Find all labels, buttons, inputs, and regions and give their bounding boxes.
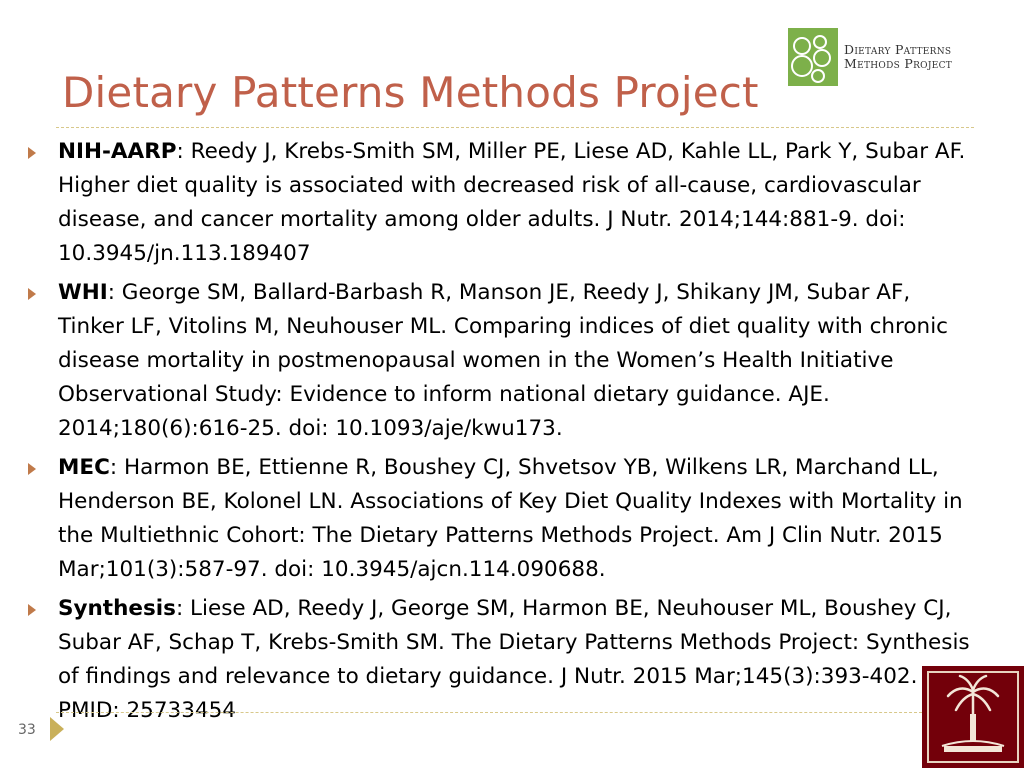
palmetto-seal-icon — [922, 666, 1024, 768]
logo-line-2: Methods Project — [844, 56, 953, 71]
bullet-arrow-icon — [28, 147, 36, 159]
study-name: WHI — [58, 280, 108, 305]
citation-text: : Liese AD, Reedy J, George SM, Harmon BE, Neuhouser ML, Boushey CJ, Subar AF, Schap T, Krebs-Smith SM. The Dietary Patterns Methods Project: Synthesis of findings and relevance to dietary guidance. J Nutr. 2015 Mar;145(3):393-402. PMID: 25733454 — [58, 596, 970, 723]
study-name: MEC — [58, 455, 110, 480]
page-arrow-icon — [50, 717, 64, 741]
slide-title: Dietary Patterns Methods Project — [62, 68, 759, 117]
footer-divider — [56, 712, 922, 713]
dpmp-logo-icon — [788, 28, 838, 86]
reference-item-mec — [24, 451, 982, 587]
citation-text: : Harmon BE, Ettienne R, Boushey CJ, Shvetsov YB, Wilkens LR, Marchand LL, Henderson BE, Kolonel LN. Associations of Key Diet Quality Indexes with Mortality in the Multiethnic Cohort: The Dietary Patterns Methods Project. Am J Clin Nutr. 2015 Mar;101(3):587-97. doi: 10.3945/ajcn.114.090688. — [58, 455, 963, 582]
logo-text — [844, 43, 952, 71]
bullet-arrow-icon — [28, 288, 36, 300]
citation-text: : Reedy J, Krebs-Smith SM, Miller PE, Liese AD, Kahle LL, Park Y, Subar AF. Higher diet quality is associated with decreased risk of all-cause, cardiovascular disease, and cancer mortality among older adults. J Nutr. 2014;144:881-9. doi: 10.3945/jn.113.189407 — [58, 139, 966, 266]
reference-item-synthesis — [24, 592, 982, 728]
title-divider — [56, 127, 974, 128]
bullet-arrow-icon — [28, 604, 36, 616]
citation-text: : George SM, Ballard-Barbash R, Manson JE, Reedy J, Shikany JM, Subar AF, Tinker LF, Vitolins M, Neuhouser ML. Comparing indices of diet quality with chronic disease mortality in postmenopausal women in the Women’s Health Initiative Observational Study: Evidence to inform national dietary guidance. AJE. 2014;180(6):616-25. doi: 10.1093/aje/kwu173. — [58, 280, 948, 441]
logo-line-1: Dietary Patterns — [844, 42, 952, 57]
bullet-arrow-icon — [28, 463, 36, 475]
page-number: 33 — [18, 722, 36, 738]
reference-list — [24, 135, 982, 733]
study-name: Synthesis — [58, 596, 176, 621]
reference-item-nih-aarp — [24, 135, 982, 271]
reference-item-whi — [24, 276, 982, 446]
study-name: NIH-AARP — [58, 139, 177, 164]
project-logo — [788, 26, 960, 88]
